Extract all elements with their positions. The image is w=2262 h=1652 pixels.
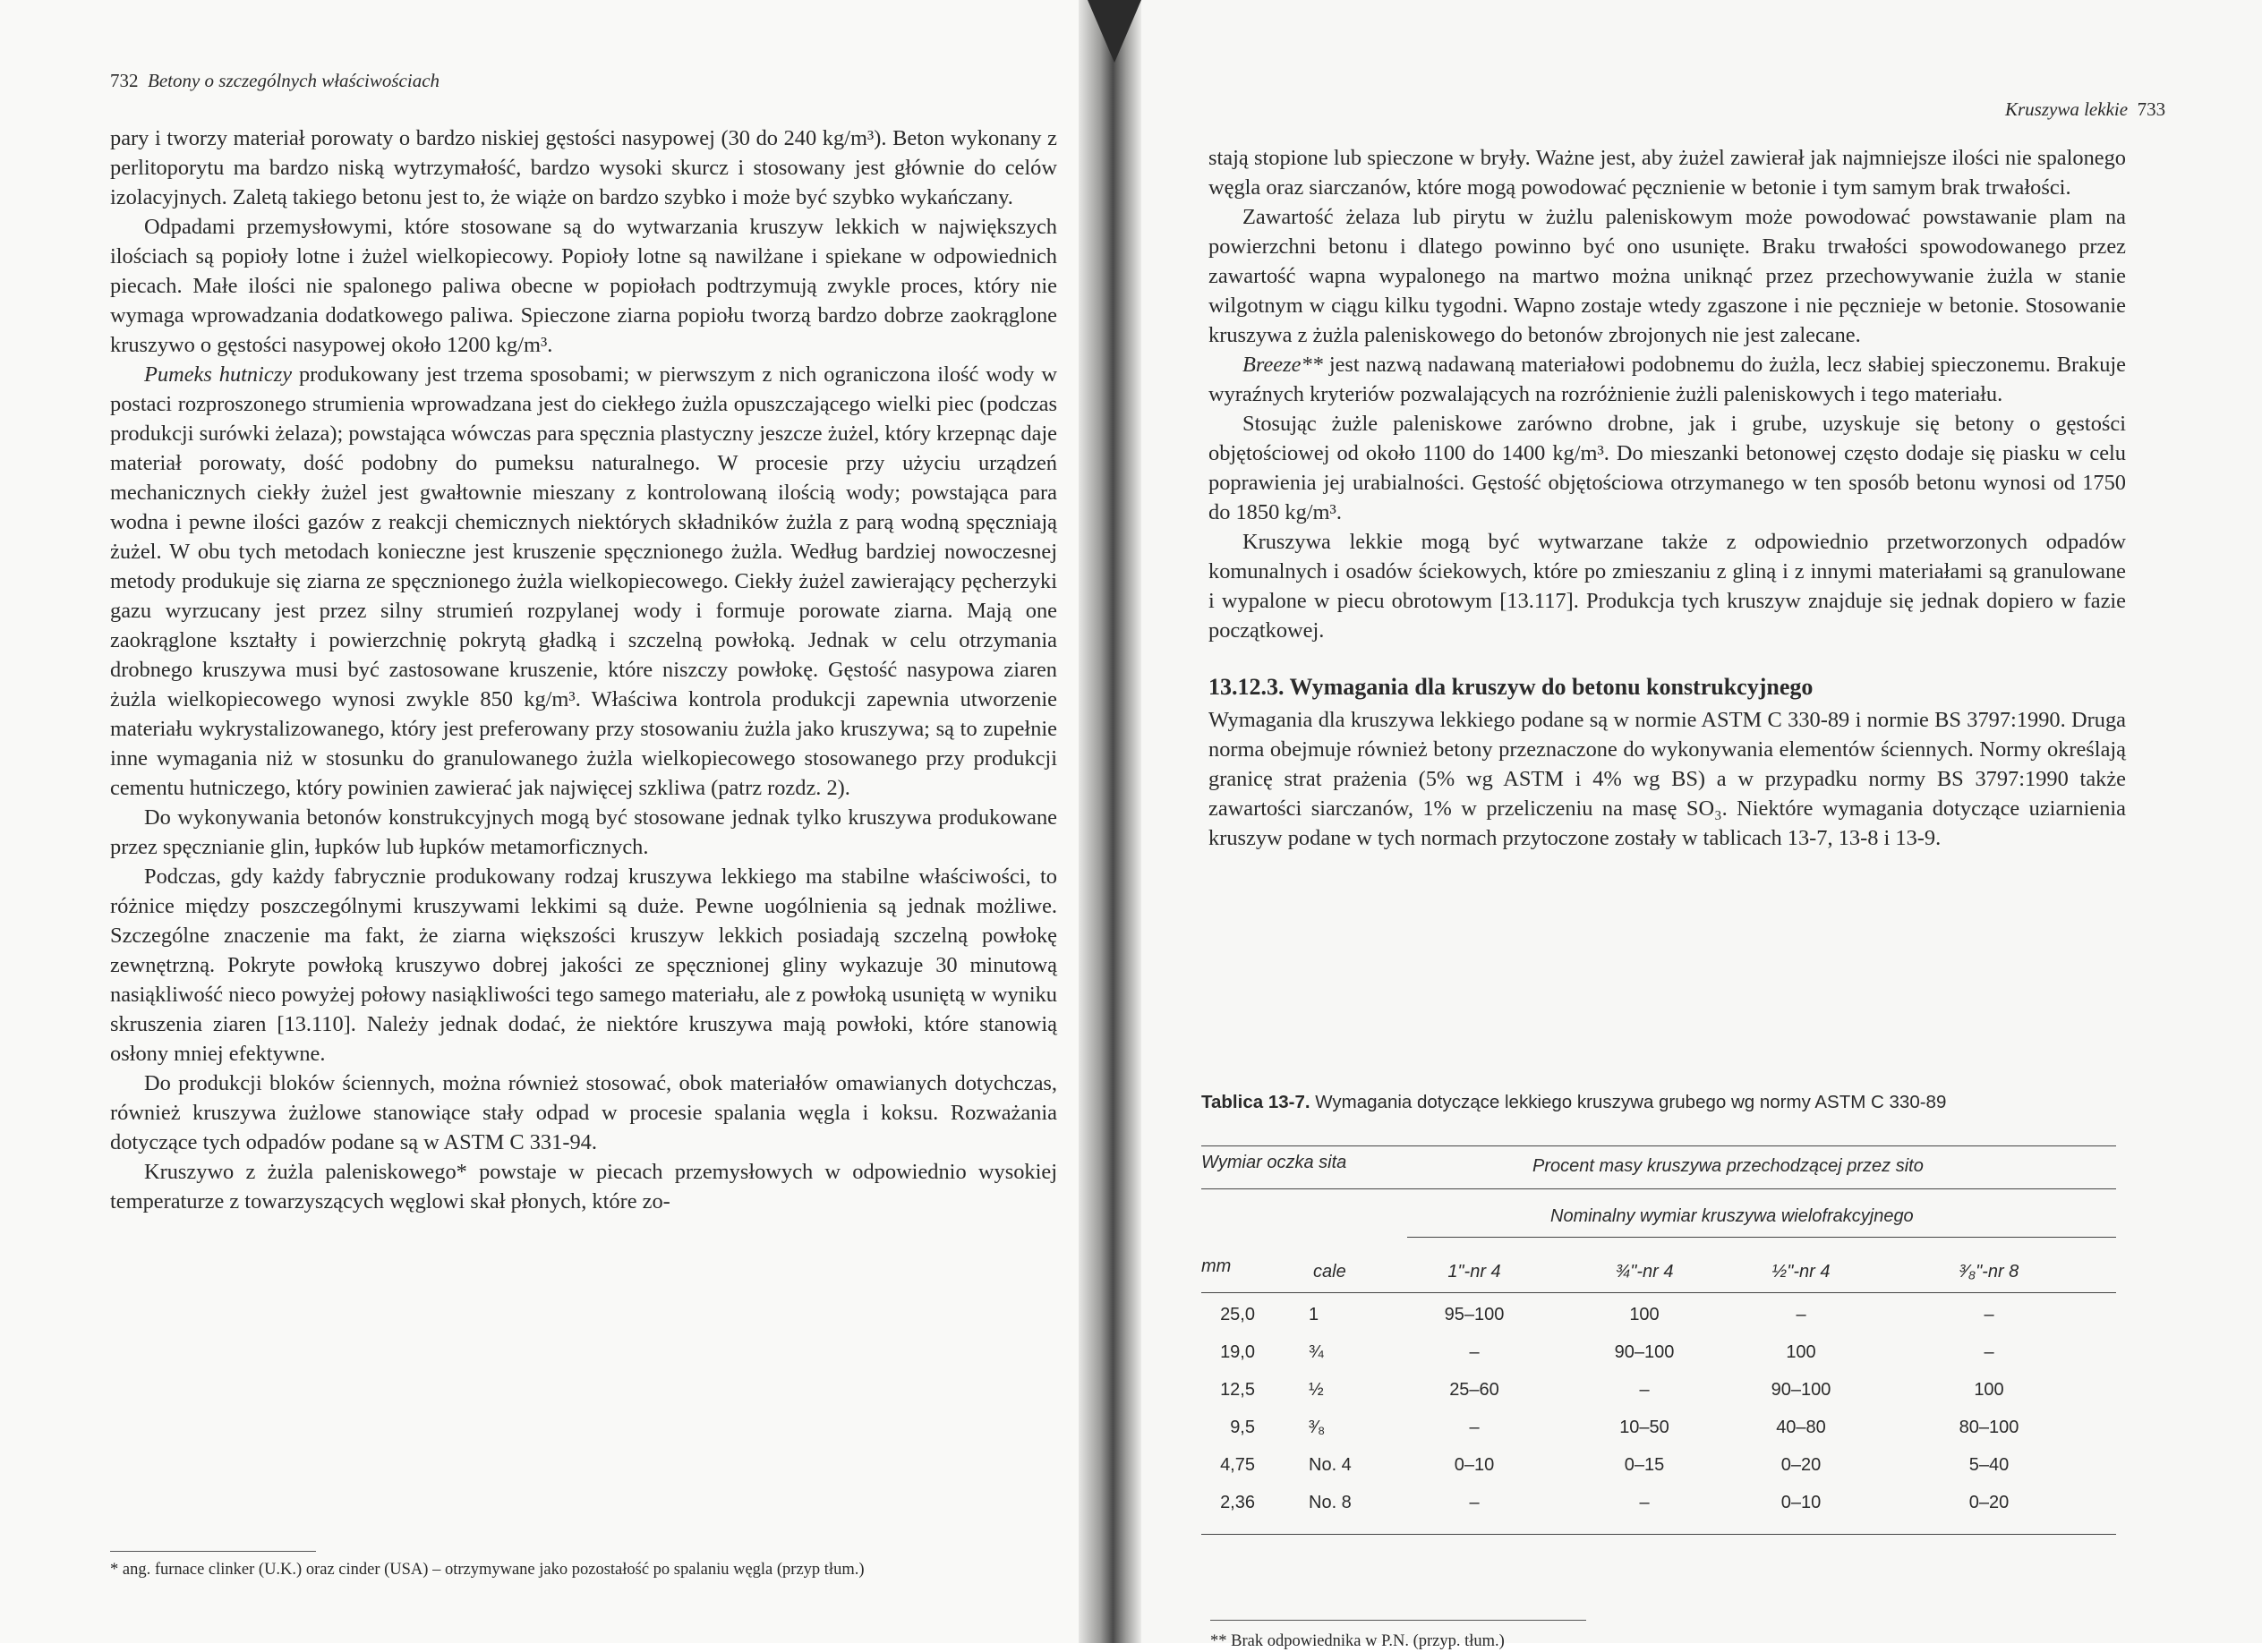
term-breeze: Breeze**: [1242, 353, 1323, 377]
paragraph: Kruszywo z żużla paleniskowego* powstaje w piecach przemysłowych w odpowiednio wysokiej temperaturze z towarzyszących węglowi skał płonych, które zo-: [110, 1160, 1057, 1213]
table-top-rule: [1201, 1145, 2116, 1146]
table-cell: 2,36: [1220, 1493, 1255, 1512]
table-cell: 100: [1786, 1342, 1816, 1362]
table-cell: 40–80: [1776, 1418, 1826, 1437]
table-cell: 100: [1629, 1305, 1660, 1324]
header-sieve: Wymiar oczka sita: [1201, 1153, 1347, 1172]
table-caption-text: Wymagania dotyczące lekkiego kruszywa grubego wg normy ASTM C 330-89: [1315, 1092, 1947, 1112]
header-column: 1"-nr 4: [1447, 1262, 1501, 1282]
table-cell: –: [1796, 1305, 1806, 1324]
table-rule: [1201, 1188, 2116, 1189]
table-cell: –: [1469, 1493, 1480, 1512]
right-body-text: [1208, 143, 2126, 853]
term-pumeks: Pumeks hutniczy: [144, 362, 293, 387]
right-running-head: [2005, 98, 2165, 121]
table-cell: 5–40: [1968, 1455, 2010, 1475]
left-running-head: [110, 70, 440, 92]
table-rule: [1407, 1237, 2116, 1238]
table-cell: 0–15: [1624, 1455, 1665, 1475]
table-cell: 80–100: [1959, 1418, 2019, 1437]
table-cell: No. 4: [1309, 1455, 1352, 1475]
table-cell: –: [1469, 1342, 1480, 1362]
table-cell: 25–60: [1449, 1380, 1499, 1400]
footnote-rule: [1210, 1620, 1586, 1621]
header-cale: cale: [1313, 1262, 1346, 1282]
table-cell: ¾: [1309, 1342, 1324, 1362]
table-cell: 0–20: [1968, 1493, 2010, 1512]
header-nominal: Nominalny wymiar kruszywa wielofrakcyjnego: [1550, 1206, 1914, 1226]
table-cell: –: [1639, 1380, 1650, 1400]
paragraph-text: produkowany jest trzema sposobami; w pierwszym z nich ograniczona ilość wody w postaci rozproszonego strumienia wprowadzana jest do ciekłego żużla opuszczającego wielki piec (podczas produkcji surówki żelaza); powstająca wówczas para spęcznia plastyczny jeszcze żużel, który krzepnąc daje materiał porowaty, dość podobny do pumeksu naturalnego. W procesie przy użyciu urządzeń mechanicznych ciekły żużel jest gwałtownie mieszany z kontrolowaną ilością wody; powstająca para wodna i pewne ilości gazów z reakcji chemicznych niektórych składników żużla z parą wodną spęczniają żużel. W obu tych metodach konieczne jest kruszenie spęcznionego żużla. Według bardziej nowoczesnej metody produkuje się ziarna ze spęcznionego żużla wielkopiecowego. Ciekły żużel zawierający pęcherzyki gazu wyrzucany jest przez silny strumień rozpylanej wody i formuje porowate ziarna. Mają one zaokrąglone kształty i powierzchnię pokrytą gładką i szczelną powłoką. Jednak w celu otrzymania drobnego kruszywa musi być zastosowane kruszenie, które niszczy powłokę. Gęstość nasypowa ziaren żużla wielkopiecowego wynosi zwykle 850 kg/m³. Właściwa kontrola produkcji zapewnia utworzenie materiału wykrystalizowanego, który jest preferowany przy stosowaniu żużla jako kruszywa; są to zupełnie inne wymagania niż w stosunku do granulowanego żużla wielkopiecowego stosowanego przy produkcji cementu hutniczego, który powinien zawierać jak najwięcej szkliwa (patrz rozdz. 2).: [110, 362, 1058, 800]
header-percent: Procent masy kruszywa przechodzącej przez sito: [1532, 1156, 1924, 1176]
table-cell: No. 8: [1309, 1493, 1352, 1512]
paragraph-breeze: [1208, 350, 2126, 409]
paragraph: Kruszywa lekkie mogą być wytwarzane także z odpowiednio przetworzonych odpadów komunalnych i osadów ściekowych, które po zmieszaniu z gliną i z innymi materiałami są granulowane i wypalone w piecu obrotowym [13.117]. Produkcja tych kruszyw znajduje się jednak dopiero w fazie początkowej.: [1208, 530, 2126, 643]
table-cell: 19,0: [1220, 1342, 1255, 1362]
header-column: ½"-nr 4: [1771, 1262, 1831, 1282]
table-cell: ½: [1309, 1380, 1324, 1400]
table-cell: 12,5: [1220, 1380, 1255, 1400]
left-footnote: * ang. furnace clinker (U.K.) oraz cinder (USA) – otrzymywane jako pozostałość po spalaniu węgla (przyp tłum.): [110, 1561, 865, 1579]
table-cell: 25,0: [1220, 1305, 1255, 1324]
table-cell: –: [1984, 1305, 1994, 1324]
right-running-title: Kruszywa lekkie: [2005, 98, 2129, 120]
table-cell: 10–50: [1619, 1418, 1669, 1437]
left-page-number: 732: [110, 70, 139, 91]
table-cell: 0–20: [1780, 1455, 1822, 1475]
header-mm: mm: [1201, 1256, 1232, 1276]
paragraph: Podczas, gdy każdy fabrycznie produkowany rodzaj kruszywa lekkiego ma stabilne właściwości, to różnice między poszczególnymi kruszywami lekkimi są duże. Pewne uogólnienia są jednak możliwe. Szczególne znaczenie ma fakt, że ziarna większości kruszyw lekkich posiadają szczelną powłokę zewnętrzną. Pokryte powłoką kruszywo dobrej jakości ze spęcznionej gliny wykazuje 30 minutową nasiąkliwość nieco powyżej połowy nasiąkliwości tego samego materiału, ale z powłoką usuniętą w wyniku skruszenia ziaren [13.110]. Należy jednak dodać, że niektóre kruszywa mają powłoki, które stanowią osłony mniej efektywne.: [110, 864, 1057, 1066]
paragraph: Zawartość żelaza lub pirytu w żużlu paleniskowym może powodować powstawanie plam na powierzchni betonu i dlatego powinno być ono usunięte. Braku trwałości spowodowanego przez zawartość wapna wypalonego na martwo można uniknąć przez przechowywanie żużla w stanie wilgotnym w ciągu kilku tygodni. Wapno zostaje wtedy zgaszone i nie pęcznieje w betonie. Stosowanie kruszywa z żużla paleniskowego do betonów zbrojonych nie jest zalecane.: [1208, 205, 2126, 347]
table-caption: [1201, 1092, 1946, 1113]
header-column: ³⁄₈"-nr 8: [1959, 1262, 2019, 1282]
paragraph: pary i tworzy materiał porowaty o bardzo niskiej gęstości nasypowej (30 do 240 kg/m³). Beton wykonany z perlitoporytu ma bardzo niską wytrzymałość, bardzo wysoki skurcz i stosowany jest głównie do celów izolacyjnych. Zaletą takiego betonu jest to, że wiąże on bardzo szybko i może być szybko wykańczany.: [110, 126, 1057, 209]
table-cell: 9,5: [1230, 1418, 1255, 1437]
table-cell: –: [1984, 1342, 1994, 1362]
paragraph: Stosując żużle paleniskowe zarówno drobne, jak i grube, uzyskuje się betony o gęstości objętościowej od około 1100 do 1400 kg/m³. Do mieszanki betonowej często dodaje się piasku w celu poprawienia jej urabialności. Gęstość objętościowa otrzymanego w ten sposób betonu wynosi od 1750 do 1850 kg/m³.: [1208, 412, 2126, 524]
table-bottom-rule: [1201, 1534, 2116, 1535]
table-cell: 1: [1309, 1305, 1319, 1324]
section-heading: 13.12.3. Wymagania dla kruszyw do betonu konstrukcyjnego: [1208, 674, 1814, 700]
section-paragraph: Wymagania dla kruszywa lekkiego podane są w normie ASTM C 330-89 i normie BS 3797:1990. Druga norma obejmuje również betony przeznaczone do wykonywania elementów ściennych. Normy określają granicę strat prażenia (5% wg ASTM i 4% wg BS) a w przypadku normy BS 3797:1990 także zawartości siarczanów, 1% w przeliczeniu na masę SO₃. Niektóre wymagania dotyczące uziarnienia kruszyw podane w tych normach przytoczone zostały w tablicach 13-7, 13-8 i 13-9.: [1208, 708, 2126, 850]
table-rule: [1201, 1292, 2116, 1293]
table-cell: 0–10: [1454, 1455, 1495, 1475]
paragraph-text: jest nazwą nadawaną materiałowi podobnemu do żużla, lecz słabiej spieczonemu. Brakuje wyraźnych kryteriów pozwalających na rozróżnienie żużli paleniskowych i tego materiału.: [1208, 353, 2127, 406]
table-cell: ³⁄₈: [1309, 1418, 1326, 1437]
table-cell: –: [1469, 1418, 1480, 1437]
table-cell: 100: [1974, 1380, 2004, 1400]
table-cell: 90–100: [1771, 1380, 1831, 1400]
left-running-title: Betony o szczególnych właściwościach: [148, 70, 440, 91]
table-cell: 4,75: [1220, 1455, 1255, 1475]
table-cell: 95–100: [1444, 1305, 1505, 1324]
table-cell: 90–100: [1614, 1342, 1675, 1362]
table-cell: 0–10: [1780, 1493, 1822, 1512]
paragraph: Do wykonywania betonów konstrukcyjnych mogą być stosowane jednak tylko kruszywa produkowane przez spęcznianie glin, łupków lub łupków metamorficznych.: [110, 805, 1057, 859]
footnote-rule: [110, 1551, 316, 1552]
left-body-text: [110, 123, 1057, 1216]
paragraph: Odpadami przemysłowymi, które stosowane są do wytwarzania kruszyw lekkich w największych ilościach są popioły lotne i żużel wielkopiecowy. Popioły lotne są nawilżane i spiekane w odpowiednich piecach. Małe ilości nie spalonego paliwa obecne w popiołach podtrzymują zwykle proces, który nie wymaga wprowadzania dodatkowego paliwa. Spieczone ziarna popiołu tworzą bardzo dobrze zaokrąglone kruszywo o gęstości nasypowej około 1200 kg/m³.: [110, 215, 1057, 357]
paragraph-pumeks: [110, 360, 1057, 803]
paragraph: stają stopione lub spieczone w bryły. Ważne jest, aby żużel zawierał jak najmniejsze ilości nie spalonego węgla oraz siarczanów, które mogą powodować pęcznienie w betonie i tym samym brak trwałości.: [1208, 146, 2126, 200]
right-page-number: 733: [2137, 98, 2166, 120]
paragraph: Do produkcji bloków ściennych, można również stosować, obok materiałów omawianych dotychczas, również kruszywa żużlowe stanowiące stały odpad w procesie spalania węgla i koksu. Rozważania dotyczące tych odpadów podane są w ASTM C 331-94.: [110, 1071, 1057, 1154]
book-gutter: [1079, 0, 1141, 1643]
header-column: ¾"-nr 4: [1615, 1262, 1674, 1282]
table-cell: –: [1639, 1493, 1650, 1512]
table-caption-label: Tablica 13-7.: [1201, 1092, 1310, 1112]
right-footnote: ** Brak odpowiednika w P.N. (przyp. tłum.): [1210, 1632, 1505, 1650]
